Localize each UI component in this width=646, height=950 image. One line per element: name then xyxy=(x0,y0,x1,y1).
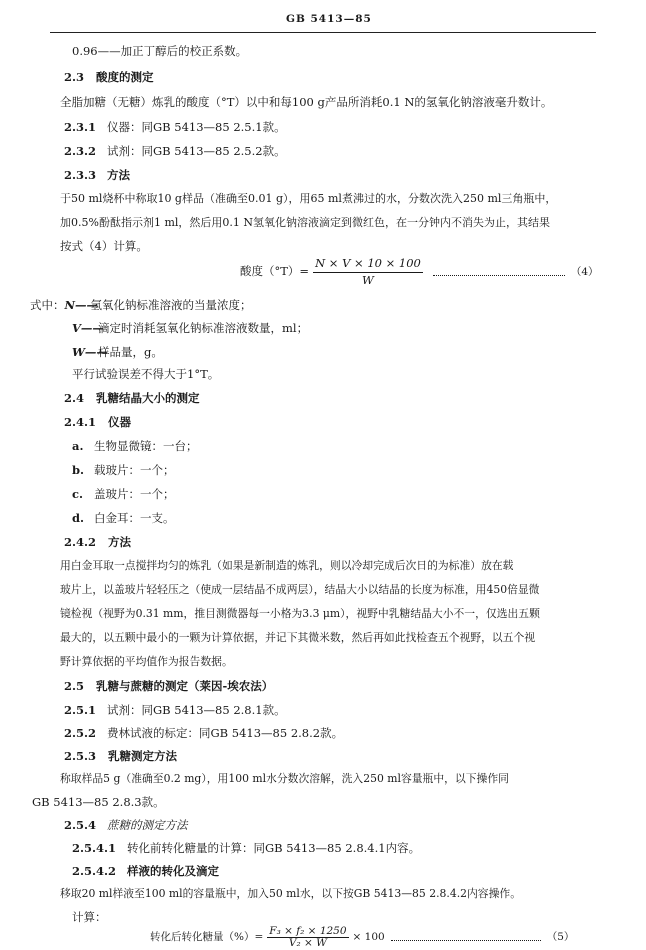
subsection xyxy=(64,820,187,832)
list-item xyxy=(72,465,175,477)
list-item xyxy=(72,513,175,525)
where-item xyxy=(72,347,163,359)
subsection-title: 仪器 xyxy=(108,415,132,429)
subsection-title: 方法 xyxy=(106,168,130,182)
variable-symbol: N—— xyxy=(64,298,99,312)
paragraph-line: 野计算依据的平均值作为报告数据。 xyxy=(60,655,233,668)
section-heading xyxy=(64,681,273,693)
note-line: 平行试验误差不得大于1°T。 xyxy=(72,367,220,381)
subsection-number: 2.3.1 xyxy=(64,120,97,134)
section-number: 2.5 xyxy=(64,679,85,693)
subsection-number: 2.5.1 xyxy=(64,703,97,717)
equation-number: （5） xyxy=(546,930,575,943)
header-rule xyxy=(50,32,596,33)
variable-symbol: W—— xyxy=(72,345,108,359)
list-text: 生物显微镜：一台； xyxy=(94,439,198,453)
paragraph-line: 全脂加糖（无糖）炼乳的酸度（°T）以中和每100 g产品所消耗0.1 N的氢氧化钠溶液毫升数计。 xyxy=(60,95,553,109)
list-marker: d. xyxy=(72,511,85,525)
variable-description: 滴定时消耗氢氧化钠标准溶液数量，ml； xyxy=(98,321,309,335)
subsection-number: 2.3.3 xyxy=(64,168,97,182)
paragraph-line: 称取样品5 g（准确至0.2 mg），用100 ml水分数次溶解，洗入250 ml容量瓶中，以下操作同 xyxy=(60,772,509,785)
variable-description: 样品量，g。 xyxy=(98,345,163,359)
subsection xyxy=(72,866,219,878)
list-text: 盖玻片：一个； xyxy=(94,487,175,501)
formula-denominator: V₂ × W xyxy=(288,936,327,949)
subsection-title: 样液的转化及滴定 xyxy=(127,864,219,878)
subsection-title: 蔗糖的测定方法 xyxy=(106,818,188,832)
subsection-text: 仪器：同GB 5413—85 2.5.1款。 xyxy=(106,120,286,134)
list-item xyxy=(72,441,198,453)
formula-lhs: 转化后转化糖量（%）= xyxy=(150,930,264,943)
paragraph-line: 于50 ml烧杯中称取10 g样品（准确至0.01 g），用65 ml煮沸过的水，分数次洗入250 ml三角瓶中， xyxy=(60,192,557,205)
paragraph-line: 移取20 ml样液至100 ml的容量瓶中，加入50 ml水，以下按GB 5413—85 2.8.4.2内容操作。 xyxy=(60,887,521,900)
subsection-text: 试剂：同GB 5413—85 2.8.1款。 xyxy=(106,703,286,717)
formula-5 xyxy=(150,926,574,948)
list-marker: b. xyxy=(72,463,85,477)
subsection-number: 2.3.2 xyxy=(64,144,97,158)
subsection xyxy=(64,122,286,134)
formula-tail: × 100 xyxy=(352,930,385,943)
formula-numerator: F₃ × f₂ × 1250 xyxy=(269,925,347,937)
formula-fraction xyxy=(267,926,348,948)
subsection-title: 方法 xyxy=(108,535,132,549)
section-title: 酸度的测定 xyxy=(96,70,154,84)
subsection-text: 转化前转化糖量的计算：同GB 5413—85 2.8.4.1内容。 xyxy=(127,841,421,855)
list-text: 白金耳：一支。 xyxy=(94,511,175,525)
formula-lhs: 酸度（°T）= xyxy=(240,264,310,279)
section-title: 乳糖结晶大小的测定 xyxy=(96,391,200,405)
where-clause xyxy=(30,300,252,312)
subsection-text: 费林试液的标定：同GB 5413—85 2.8.2款。 xyxy=(106,726,344,740)
dot-leader xyxy=(391,940,541,941)
formula-numerator: N × V × 10 × 100 xyxy=(313,258,423,273)
text-line: 0.96——加正丁醇后的校正系数。 xyxy=(72,44,248,58)
document-header: GB 5413—85 xyxy=(286,13,372,25)
list-text: 载玻片：一个； xyxy=(94,463,175,477)
paragraph-line: GB 5413—85 2.8.3款。 xyxy=(32,795,165,809)
subsection-number: 2.5.4.1 xyxy=(72,841,117,855)
formula-denominator: W xyxy=(362,272,374,287)
list-marker: a. xyxy=(72,439,84,453)
subsection xyxy=(64,705,286,717)
subsection-number: 2.5.4.2 xyxy=(72,864,117,878)
paragraph-line: 按式（4）计算。 xyxy=(60,239,148,253)
variable-description: 氢氧化钠标准溶液的当量浓度； xyxy=(90,298,252,312)
subsection-number: 2.4.1 xyxy=(64,415,97,429)
paragraph-line: 镜检视（视野为0.31 mm，推目测微器每一小格为3.3 μm），视野中乳糖结晶大小不一，仅选出五颗 xyxy=(60,607,540,620)
paragraph-line: 最大的，以五颗中最小的一颗为计算依据，并记下其微米数，然后再如此找检查五个视野，以五个视 xyxy=(60,631,536,644)
subsection-number: 2.5.3 xyxy=(64,749,97,763)
formula-fraction xyxy=(313,258,423,286)
list-item xyxy=(72,489,175,501)
subsection xyxy=(64,537,131,549)
section-heading xyxy=(64,393,200,405)
section-heading xyxy=(64,72,154,84)
subsection xyxy=(64,751,177,763)
section-number: 2.3 xyxy=(64,70,85,84)
formula-4 xyxy=(240,258,599,286)
subsection xyxy=(64,146,286,158)
subsection xyxy=(64,728,343,740)
subsection-number: 2.5.2 xyxy=(64,726,97,740)
paragraph-line: 加0.5%酚酞指示剂1 ml，然后用0.1 N氢氧化钠溶液滴定到微红色，在一分钟内不消失为止，其结果 xyxy=(60,216,551,229)
subsection-number: 2.5.4 xyxy=(64,818,97,832)
section-number: 2.4 xyxy=(64,391,85,405)
paragraph-line: 用白金耳取一点搅拌均匀的炼乳（如果是新制造的炼乳，则以冷却完成后次日的为标准）放在载 xyxy=(60,559,514,572)
subsection-title: 乳糖测定方法 xyxy=(108,749,178,763)
variable-symbol: V—— xyxy=(72,321,104,335)
list-marker: c. xyxy=(72,487,84,501)
where-prefix: 式中： xyxy=(30,298,65,312)
subsection xyxy=(64,417,131,429)
calc-label: 计算： xyxy=(72,910,107,924)
subsection xyxy=(72,843,420,855)
subsection-text: 试剂：同GB 5413—85 2.5.2款。 xyxy=(106,144,286,158)
equation-number: （4） xyxy=(570,265,599,278)
where-item xyxy=(72,323,308,335)
subsection xyxy=(64,170,130,182)
subsection-number: 2.4.2 xyxy=(64,535,97,549)
dot-leader xyxy=(433,275,565,276)
section-title: 乳糖与蔗糖的测定（莱因-埃农法） xyxy=(96,679,274,693)
paragraph-line: 玻片上，以盖玻片轻轻压之（使成一层结晶不成两层），结晶大小以结晶的长度为标准，用450倍显微 xyxy=(60,583,540,596)
